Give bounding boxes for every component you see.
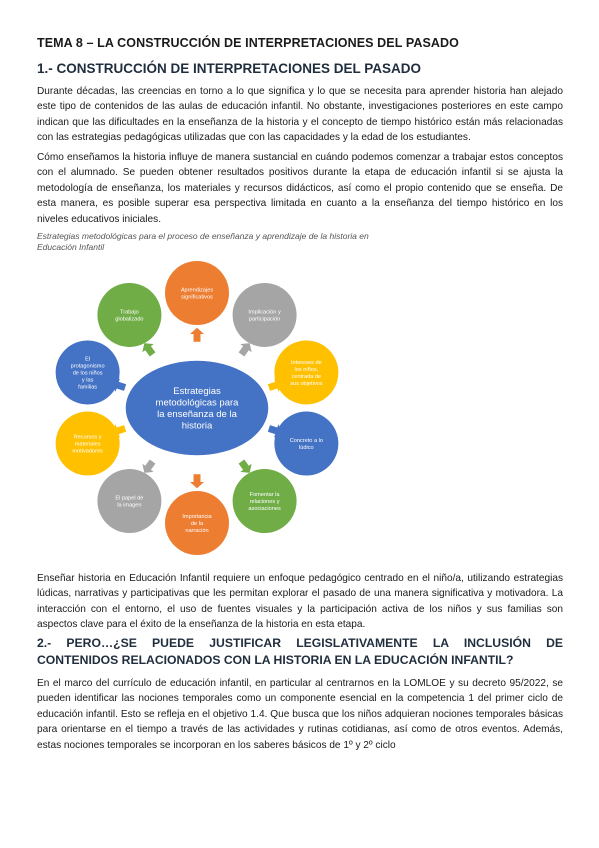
diagram-center-label: Estrategias metodológicas para la enseñanza de la historia (155, 386, 239, 432)
strategies-diagram (55, 258, 340, 558)
diagram-node-label: Trabajo globalizado (115, 309, 144, 323)
section-2-heading: 2.- PERO…¿SE PUEDE JUSTIFICAR LEGISLATIVAMENTE LA INCLUSIÓN DE CONTENIDOS RELACIONADOS CON LA HISTORIA EN LA EDUCACIÓN INFANTIL? (37, 636, 563, 667)
paragraph-1: Durante décadas, las creencias en torno a lo que significa y lo que se necesita para aprender historia han alejado este tipo de contenidos de las aulas de educación infantil. No obstante, investigaciones posteriores en este campo indican que las dificultades en la enseñanza de la historia y el concepto de tiempo histórico están más relacionadas con las estrategias pedagógicas utilizadas que con las capacidades y la edad de los estudiantes. (37, 86, 563, 144)
paragraph-4: En el marco del currículo de educación infantil, en particular al centrarnos en la LOMLOE y su decreto 95/2022, se pueden identificar las nociones temporales como un componente esencial en la competencia 1 del primer ciclo de educación infantil. Esto se refleja en el objetivo 1.4. Que busca que los niños adquieran nociones temporales básicas para orientarse en el tiempo a través de las actividades y rutinas cotidianas, así como de otros eventos. Además, estas nociones temporales se incorporan en los saberes básicos de 1º y 2º ciclo (37, 678, 563, 751)
diagram-node-label: Implicación y participación (248, 309, 281, 323)
diagram-arrow (190, 328, 204, 342)
diagram-arrow (190, 474, 204, 488)
diagram-node-label: Recursos y materiales motivadores (72, 434, 103, 455)
paragraph-2: Cómo enseñamos la historia influye de manera sustancial en cuándo podemos comenzar a trabajar estos conceptos con el alumnado. Se pueden obtener resultados positivos durante la etapa de educación infantil si se ajusta la metodología de enseñanza, los materiales y recursos didácticos, así como el propio contenido que se enseña. De esta manera, es posible superar esa perspectiva limitada en cuanto a la enseñanza del tiempo histórico en los niveles educativos iniciales. (37, 152, 563, 225)
diagram-node-label: El papel de la imagen (115, 495, 144, 509)
diagram-node-label: Importancia de la narración (182, 513, 212, 534)
figure-caption: Estrategias metodológicas para el proceso de enseñanza y aprendizaje de la historia en Educación Infantil (37, 231, 369, 252)
document-title: TEMA 8 – LA CONSTRUCCIÓN DE INTERPRETACIONES DEL PASADO (37, 36, 459, 50)
diagram-node-label: Concreto a lo lúdico (289, 437, 324, 451)
paragraph-3: Enseñar historia en Educación Infantil requiere un enfoque pedagógico centrado en el niño/a, utilizando estrategias lúdicas, narrativas y participativas que les permitan explorar el pasado de una manera significativa y motivadora. La interacción con el entorno, el uso de fuentes visuales y la participación activa de los niños y sus familias son aspectos clave para el éxito de la enseñanza de la historia en esta etapa. (37, 573, 563, 631)
diagram-node-label: Aprendizajes significativos (180, 287, 214, 301)
section-1-heading: 1.- CONSTRUCCIÓN DE INTERPRETACIONES DEL PASADO (37, 61, 422, 76)
diagram-node-label: El protagonismo de los niños y las familias (70, 356, 105, 391)
diagram-node-label: Fomentar la relaciones y asociaciones (248, 491, 281, 512)
diagram-node-label: Intereses de los niños, centrada de sus objetivos (290, 359, 323, 387)
